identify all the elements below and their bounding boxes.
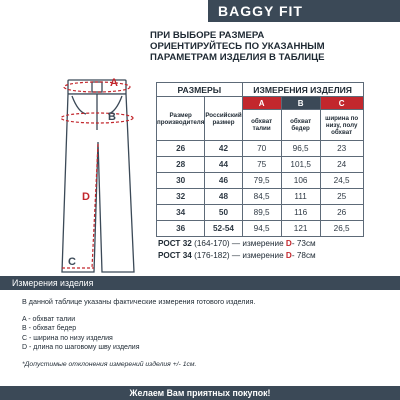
growth-label: РОСТ 32 <box>158 239 192 248</box>
cell-russian: 46 <box>205 173 242 189</box>
cell-waist: 84,5 <box>242 189 281 205</box>
col-letter-c: C <box>320 97 363 110</box>
cell-manufacturer: 30 <box>157 173 205 189</box>
list-item: C - ширина по низу изделия <box>22 334 113 342</box>
growth-value: - 73см <box>291 239 316 248</box>
cell-hips: 96,5 <box>281 141 320 157</box>
cell-hem: 24 <box>320 157 363 173</box>
cell-manufacturer: 28 <box>157 157 205 173</box>
label-b: B <box>108 111 116 123</box>
brand-title: BAGGY FIT <box>208 0 400 22</box>
growth-text: — измерение <box>231 239 284 248</box>
sizes-header: РАЗМЕРЫ <box>157 83 243 97</box>
label-c: C <box>68 256 76 268</box>
cell-manufacturer: 32 <box>157 189 205 205</box>
cell-russian: 48 <box>205 189 242 205</box>
col-waist: обхват талии <box>242 110 281 141</box>
cell-waist: 70 <box>242 141 281 157</box>
cell-hem: 25 <box>320 189 363 205</box>
cell-waist: 94,5 <box>242 221 281 237</box>
cell-russian: 50 <box>205 205 242 221</box>
cell-manufacturer: 36 <box>157 221 205 237</box>
growth-value: - 78см <box>291 251 316 260</box>
cell-russian: 44 <box>205 157 242 173</box>
cell-hips: 101,5 <box>281 157 320 173</box>
growth-range: (164-170) <box>194 239 230 248</box>
intro-line-1: ПРИ ВЫБОРЕ РАЗМЕРА <box>150 30 265 41</box>
cell-waist: 79,5 <box>242 173 281 189</box>
cell-waist: 75 <box>242 157 281 173</box>
cell-russian: 42 <box>205 141 242 157</box>
growth-range: (176-182) <box>194 251 230 260</box>
cell-russian: 52-54 <box>205 221 242 237</box>
cell-manufacturer: 34 <box>157 205 205 221</box>
measurements-band: Измерения изделия <box>0 276 400 290</box>
measures-header: ИЗМЕРЕНИЯ ИЗДЕЛИЯ <box>242 83 363 97</box>
measurement-list <box>22 315 392 353</box>
cell-hem: 24,5 <box>320 173 363 189</box>
description-intro: В данной таблице указаны фактические измерения готового изделия. <box>22 297 256 306</box>
label-a: A <box>110 77 118 89</box>
cell-hips: 121 <box>281 221 320 237</box>
cell-hips: 111 <box>281 189 320 205</box>
col-russian-size: Российский размер <box>205 97 242 141</box>
intro-line-2: ОРИЕНТИРУЙТЕСЬ ПО УКАЗАННЫМ <box>150 41 325 52</box>
table-row <box>157 189 364 205</box>
description <box>22 297 392 369</box>
growth-label: РОСТ 34 <box>158 251 192 260</box>
size-table <box>156 82 364 237</box>
table-row <box>157 221 364 237</box>
intro-text <box>150 30 400 63</box>
cell-hips: 106 <box>281 173 320 189</box>
label-d: D <box>82 191 90 203</box>
top-bar-blank <box>0 0 208 22</box>
cell-hem: 23 <box>320 141 363 157</box>
wishes-band: Желаем Вам приятных покупок! <box>0 386 400 400</box>
growth-line-34 <box>158 250 316 262</box>
intro-line-3: ПАРАМЕТРАМ ИЗДЕЛИЯ В ТАБЛИЦЕ <box>150 52 325 63</box>
list-item: B - обхват бедер <box>22 325 77 332</box>
col-hips: обхват бедер <box>281 110 320 141</box>
growth-letter: D <box>285 239 292 248</box>
col-hem-width: ширина по низу, полу обхват <box>320 110 363 141</box>
pants-body <box>62 94 134 272</box>
table-row <box>157 141 364 157</box>
top-bar <box>0 0 400 22</box>
col-letter-a: A <box>242 97 281 110</box>
table-row <box>157 157 364 173</box>
cell-hips: 116 <box>281 205 320 221</box>
table-row <box>157 205 364 221</box>
list-item: D - длина по шаговому шву изделия <box>22 344 140 351</box>
col-manufacturer-size: Размер производителя <box>157 97 205 141</box>
cell-hem: 26,5 <box>320 221 363 237</box>
table-row <box>157 173 364 189</box>
pants-diagram <box>48 72 158 274</box>
growth-letter: D <box>285 251 292 260</box>
cell-waist: 89,5 <box>242 205 281 221</box>
growth-line-32 <box>158 238 316 250</box>
cell-manufacturer: 26 <box>157 141 205 157</box>
cell-hem: 26 <box>320 205 363 221</box>
growth-notes <box>158 238 316 262</box>
tolerance-note: *Допустимые отклонения измерений изделия +/- 1см. <box>22 360 197 368</box>
col-letter-b: B <box>281 97 320 110</box>
list-item: A - обхват талии <box>22 315 76 323</box>
growth-text: — измерение <box>231 251 284 260</box>
